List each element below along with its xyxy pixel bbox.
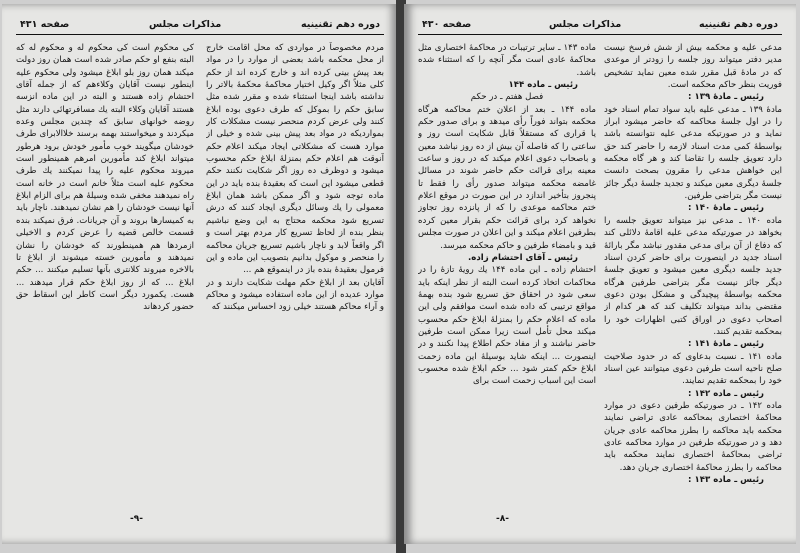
text-column-left <box>418 42 596 502</box>
paragraph: ماده ۱۴۲ ـ در صورتیکه طرفین دعوی در موارد محاکمهٔ اختصاری بمحاکمه عادی تراضی نمایند محکمه باید محاکمه را بطرز محاکمه عادی جریان دهد و در صورتیکه طرفین در موارد محاکمه عادی تراضی بمحاکمهٔ اختصاری نمایند محکمه باید محاکمه را بطرز محاکمهٔ اختصاری جریان دهد. <box>604 400 782 473</box>
speaker-heading: رئیس ـ مادهٔ ۱۳۹ : <box>688 92 764 103</box>
paragraph: مردم مخصوصاً در مواردی که محل اقامت خارج از محل محکمه باشد بعضی از موارد را در مواد بعد پیش بینی کرده اند و خارج کرده اند از حکم کلی مثلاً اگر وکیل اختیار محاکمهٔ محکمهٔ بالاتر را نداشته باشد اینجا استثناء شده و مقرر شده مثل سابق حکم را بموکل که طرف دعوی بوده ابلاغ کنند ولی عرض کردم منحصر نیست مشکلات کار بمواردیکه در مواد بعد پیش بینی شده و خیلی از موارد هست که مشکلاتی ایجاد میکند اعلام حکم آنوقت هم اعلام حکم بمنزلهٔ ابلاغ حکم محسوب میشود و دوظرف ده روز اگر شکایت نکنند حکم قطعی میشود این است که بعقیدهٔ بنده باید در این ماده توجه شود و اگر ممکن باشد همان ابلاغ معمولی را یك وسائل دیگری ایجاد کنند که درش تسریع شود محکمه محتاج به این وضع نباشیم بنظر بنده از لحاظ تسریع کار مردم بهتر است و اگر واقعاً لابد و ناچار باشیم تسریع جریان محاکمه را منحصر و موکول بدانیم بتصویب این ماده و این فرمول بعقیدهٔ بنده باز در اینموقع هم ... <box>206 43 384 276</box>
page-number: -۹- <box>130 514 143 524</box>
session-period: دوره دهم تقنینیه <box>300 18 380 30</box>
speaker-heading: رئیس ـ مادهٔ ۱۴۱ : <box>688 339 764 350</box>
page-header <box>16 14 384 35</box>
paragraph: آقایان بعد از ابلاغ حکم مهلت شکایت دارند و در موارد عدیده از این ماده استفاده میشود و محاکم و آراء محاکم هستند خیلی زود احساس میکنند که <box>206 277 384 313</box>
publication-title: مذاکرات مجلس <box>149 18 222 30</box>
paragraph: احتشام زاده ـ این ماده ۱۴۴ یك رویهٔ تازهٔ را در محاکمات اتخاذ کرده است البته از نظر اینکه باید سعی شود در احقاق حق تسریع شود بنده بهمهٔ مواقع ترتیبی که داده شده است موافقم ولی این ماده که اعلام حکم را بمنزلهٔ ابلاغ حکم محسوب میکند محل تأمل است زیرا ممکن است طرفین حاضر نباشند و از مفاد حکم اطلاع پیدا نکنند و در اینصورت ... اینکه شاید بوسیلهٔ این ماده زحمت ابلاغ حکم کمتر شود ... حکم ابلاغ شده محسوب است این اسباب زحمت است برای <box>418 265 596 387</box>
speaker-heading: رئیس ـ ماده ۱۴۳ : <box>688 475 764 486</box>
speaker-heading: رئیس ـ ماده ۱۴۲ : <box>688 388 764 399</box>
speaker-heading: رئیس ـ مادهٔ ۱۴۰ : <box>688 203 764 214</box>
left-page <box>2 4 398 544</box>
paragraph: کی محکوم است کی محکوم له و محکوم له که البته بنفع او حکم صادر شده است همان روز دولت میکند همان روز بلو ابلاغ میشود ولی محکوم علیه اینطور نیست آقایان وکلاءهم که از جمله آقای احتشام زاده هستند و البته در این ماده انزسه هستند آقایان وکلاء البته یك مسافرتهائی دارند مثل روضه خوانهای سابق که چندین مجلس وعده میکردند و میخواستند بهمه برسند خلاالابرای طرف خودشان میگویند خوب مأمور خودش برود هرطور میتواند ابلاغ کند مأمورین امرهم همینطور است میروند محکوم علیه را پیدا نمیکنند یك طرف محکوم علیه است مثلاً خانم است در خانه است راه نمیدهند مخفی شده وسیلهٔ هم برای الزام ابلاغ آنها نیست خودشان را هم نشان نمیدهند. ناچار باید به کمیسارها بروند و آن جریانات. فرق نمیکند بنده قسمت خالص قضیه را عرض کردم و الاخیلی ازمردها هم همینطورند که خودشان را نشان نمیدهند و مأمورین خسته میشوند از ابلاغ تا بالاخره میروند کلانتری بآنها تسلیم میکنند ... حکم ابلاغ ... که از روز ابلاغ حکم قرار میدهند ... هست. یکمورد دیگر است کاطر این اسقاط حق حضور کردهاند <box>16 43 194 313</box>
speaker-heading: رئیس ـ ماده ۱۴۴ <box>508 80 578 91</box>
text-column-right <box>604 42 782 502</box>
publication-title: مذاکرات مجلس <box>549 18 622 30</box>
paragraph: ماده ۱۴۴ ـ بعد از اعلان ختم محاکمه هرگاه محکمه بتواند فوراً رأی میدهد و برای صدور حکم یا قراری که مستقلاً قابل شکایت است روز و ساعتی را که فاصله آن بیش از ده روز نباشد معین و باصحاب دعوی اعلام میکند که در روز و ساعت معینه برای قرائت حکم حاضر شوند در مسائل غامضه محکمه میتواند صدور رأی را فقط تا پنجروز بتأخیر اندازد در این صورت در موقع اعلام ختم محاکمه موعدی را که از پانزده روز تجاوز نخواهد کرد برای قرائت حکم بقرار معین کرده بطرفین اعلام میکند و این اعلان در صورت مجلس قید و بامضاء طرفین و حاکم محکمه میرسد. <box>418 104 596 251</box>
session-period: دوره دهم تقنینیه <box>698 18 778 30</box>
paragraph: ماده ۱۴۰ ـ مدعی نیز میتواند تعویق جلسه را بخواهد در صورتیکه مدعی علیه اقامهٔ دلائلی کند که دفاع از آن برای مدعی مقدور نباشد مگر بارائهٔ اسناد جدید در اینصورت برای حاضر کردن اسناد جدید جلسه دیگری معین میشود و تعویق جلسهٔ دیگر جائز نیست مگر بتراضی طرفین هرگاه محکمه بواسطهٔ پیچیدگی و مشکل بودن دعوی مقتضی بداند میتواند تکلیف کند که هر کدام از اصحاب دعوی در اوراق کتبی اظهارات خود را بمحکمه تقدیم کنند. <box>604 215 782 337</box>
page-header <box>418 14 782 35</box>
paragraph: ماده ۱۴۱ ـ نسبت بدعاوی که در حدود صلاحیت صلح ناحیه است طرفین دعوی میتوانند عین اسناد خود را بمحکمه تقدیم نمایند. <box>604 351 782 387</box>
page-number: -۸- <box>496 514 509 524</box>
text-column-right <box>206 42 384 502</box>
page-label: صفحه ۴۳۰ <box>422 18 472 30</box>
speaker-heading: رئیس ـ آقای احتشام زاده. <box>468 252 578 263</box>
paragraph: مدعی علیه و محکمه بیش از شش فرسخ نیست مدیر دفتر میتواند روز جلسه را زودتر از موعدی که در مادهٔ قبل مقرر شده معین نماید تشخیص فوریت بنظر حاکم محکمه است. <box>604 43 782 91</box>
paragraph: ماده ۱۴۳ ـ سایر ترتیبات در محاکمهٔ اختصاری مثل محاکمهٔ عادی است مگر آنچه را که استثناء شده باشد. <box>418 43 596 78</box>
page-label: صفحه ۴۳۱ <box>20 18 70 30</box>
text-column-left <box>16 42 194 502</box>
right-page <box>404 4 796 544</box>
paragraph: مادهٔ ۱۳۹ ـ مدعی علیه باید سواد تمام اسناد خود را در اول جلسهٔ محاکمه که حاضر میشود ابراز نماید و در صورتیکه مدعی علیه نتوانسته باشد بواسطهٔ کمی مدت اسناد لازمه را حاضر کند حق دارد تعویق جلسه را تقاضا کند و هر گاه محکمه این خواهش مدعی را مقرون بصحت دانست جلسهٔ دیگری معین میکند و تجدید جلسهٔ دیگر جائز نیست مگر بتراضی طرفین. <box>604 104 782 202</box>
paragraph: فصل هفتم ـ در حکم <box>470 92 544 103</box>
